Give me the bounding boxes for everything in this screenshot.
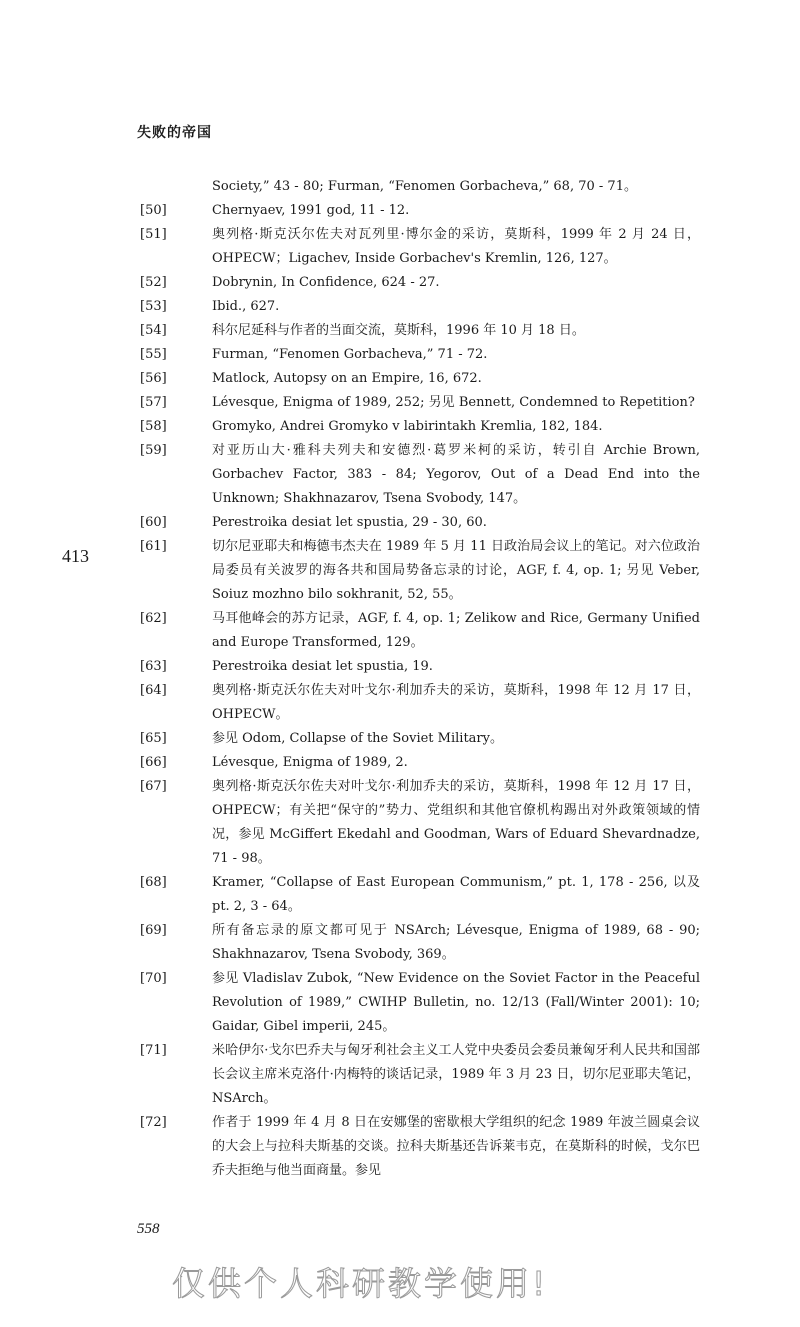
- endnote: [140, 367, 700, 391]
- note-number: [64]: [140, 683, 167, 698]
- endnote: [140, 319, 700, 343]
- endnote: [140, 223, 700, 271]
- note-text: 马耳他峰会的苏方记录，AGF, f. 4, op. 1; Zelikow and Rice, Germany Unified and Europe Transformed, 129。: [212, 611, 700, 650]
- note-number: [62]: [140, 611, 167, 626]
- endnote: [140, 1039, 700, 1111]
- note-number: [68]: [140, 875, 167, 890]
- note-number: [69]: [140, 923, 167, 938]
- note-text: 所有备忘录的原文都可见于 NSArch; Lévesque, Enigma of 1989, 68 - 90; Shakhnazarov, Tsena Svobody, 369。: [212, 923, 700, 962]
- note-number: [58]: [140, 419, 167, 434]
- endnotes-list: [140, 175, 700, 1183]
- continuation-note: [172, 175, 700, 199]
- note-number: [70]: [140, 971, 167, 986]
- note-number: [60]: [140, 515, 167, 530]
- endnote: [140, 1111, 700, 1183]
- notes-container: [140, 199, 700, 1183]
- note-text: 奥列格·斯克沃尔佐夫对叶戈尔·利加乔夫的采访，莫斯科，1998 年 12 月 17 日，OHPECW。: [212, 683, 700, 722]
- note-text: 参见 Odom, Collapse of the Soviet Military。: [212, 731, 503, 746]
- endnote: [140, 751, 700, 775]
- note-number: [57]: [140, 395, 167, 410]
- endnote: [140, 967, 700, 1039]
- note-number: [67]: [140, 779, 167, 794]
- note-text: Perestroika desiat let spustia, 29 - 30, 60.: [212, 515, 487, 530]
- margin-page-number: 413: [62, 546, 89, 566]
- note-number: [66]: [140, 755, 167, 770]
- note-text: Ibid., 627.: [212, 299, 280, 314]
- endnote: [140, 655, 700, 679]
- note-number: [54]: [140, 323, 167, 338]
- note-text: 奥列格·斯克沃尔佐夫对瓦列里·博尔金的采访，莫斯科，1999 年 2 月 24 日，OHPECW；Ligachev, Inside Gorbachev's Kremlin, 126, 127。: [212, 227, 700, 266]
- note-text: Furman, “Fenomen Gorbacheva,” 71 - 72.: [212, 347, 488, 362]
- watermark: 仅供个人科研教学使用!: [172, 1264, 549, 1303]
- note-text: Kramer, “Collapse of East European Communism,” pt. 1, 178 - 256, 以及 pt. 2, 3 - 64。: [212, 875, 700, 914]
- note-text: 作者于 1999 年 4 月 8 日在安娜堡的密歇根大学组织的纪念 1989 年波兰圆桌会议的大会上与拉科夫斯基的交谈。拉科夫斯基还告诉莱韦克，在莫斯科的时候，戈尔巴乔夫拒绝与他当面商量。参见: [212, 1115, 700, 1178]
- endnote: [140, 511, 700, 535]
- note-number: [52]: [140, 275, 167, 290]
- note-number: [51]: [140, 227, 167, 242]
- endnote: [140, 727, 700, 751]
- note-text: Lévesque, Enigma of 1989, 2.: [212, 755, 408, 770]
- note-number: [65]: [140, 731, 167, 746]
- endnote: [140, 535, 700, 607]
- endnote: [140, 679, 700, 727]
- note-text: Perestroika desiat let spustia, 19.: [212, 659, 433, 674]
- note-number: [59]: [140, 443, 167, 458]
- note-text: 奥列格·斯克沃尔佐夫对叶戈尔·利加乔夫的采访，莫斯科，1998 年 12 月 17 日，OHPECW；有关把“保守的”势力、党组织和其他官僚机构踢出对外政策领域的情况，参见 McGiffert Ekedahl and Goodman, Wars of Eduard Shevardnadze, 71 - 98。: [212, 779, 700, 866]
- note-text: Dobrynin, In Confidence, 624 - 27.: [212, 275, 440, 290]
- endnote: [140, 391, 700, 415]
- endnote: [140, 871, 700, 919]
- note-text: 科尔尼延科与作者的当面交流，莫斯科，1996 年 10 月 18 日。: [212, 323, 585, 338]
- endnote: [140, 415, 700, 439]
- note-text: Gromyko, Andrei Gromyko v labirintakh Kremlia, 182, 184.: [212, 419, 603, 434]
- note-number: [50]: [140, 203, 167, 218]
- endnote: [140, 295, 700, 319]
- note-text: Chernyaev, 1991 god, 11 - 12.: [212, 203, 410, 218]
- endnote: [140, 439, 700, 511]
- note-number: [53]: [140, 299, 167, 314]
- note-number: [56]: [140, 371, 167, 386]
- note-text: 参见 Vladislav Zubok, “New Evidence on the Soviet Factor in the Peaceful Revolution of 1989,” CWIHP Bulletin, no. 12/13 (Fall/Winter 2001): 10; Gaidar, Gibel imperii, 245。: [212, 971, 700, 1034]
- note-number: [63]: [140, 659, 167, 674]
- page-number: 558: [137, 1221, 160, 1237]
- endnote: [140, 607, 700, 655]
- endnote: [140, 343, 700, 367]
- endnote: [140, 271, 700, 295]
- endnote: [140, 919, 700, 967]
- note-text: 米哈伊尔·戈尔巴乔夫与匈牙利社会主义工人党中央委员会委员兼匈牙利人民共和国部长会议主席米克洛什·内梅特的谈话记录，1989 年 3 月 23 日，切尔尼亚耶夫笔记，NSArch。: [212, 1043, 700, 1106]
- note-text: 对亚历山大·雅科夫列夫和安德烈·葛罗米柯的采访，转引自 Archie Brown, Gorbachev Factor, 383 - 84; Yegorov, Out of a Dead End into the Unknown; Shakhnazarov, Tsena Svobody, 147。: [212, 443, 700, 506]
- note-number: [61]: [140, 539, 167, 554]
- note-text: 切尔尼亚耶夫和梅德韦杰夫在 1989 年 5 月 11 日政治局会议上的笔记。对六位政治局委员有关波罗的海各共和国局势备忘录的讨论，AGF, f. 4, op. 1; 另见 Veber, Soiuz mozhno bilo sokhranit, 52, 55。: [212, 539, 700, 602]
- endnote: [140, 199, 700, 223]
- note-text: Lévesque, Enigma of 1989, 252; 另见 Bennett, Condemned to Repetition?: [212, 395, 695, 410]
- note-number: [55]: [140, 347, 167, 362]
- note-text: Matlock, Autopsy on an Empire, 16, 672.: [212, 371, 482, 386]
- note-number: [72]: [140, 1115, 167, 1130]
- endnote: [140, 775, 700, 871]
- note-text: Society,” 43 - 80; Furman, “Fenomen Gorbacheva,” 68, 70 - 71。: [212, 179, 637, 194]
- running-head: 失败的帝国: [137, 125, 212, 141]
- note-number: [71]: [140, 1043, 167, 1058]
